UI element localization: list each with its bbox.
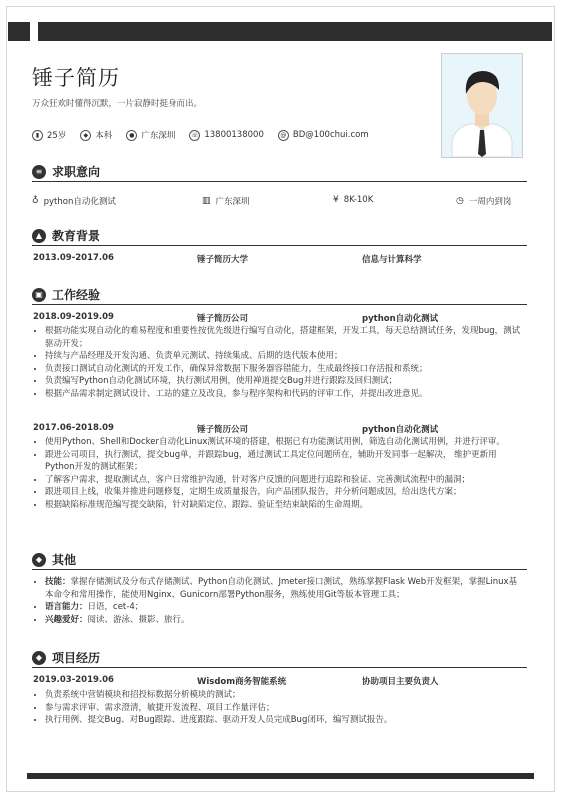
work-2-role: python自动化测试: [362, 425, 439, 435]
list-item: • 兴趣爱好：阅读、游泳、摄影、旅行。: [45, 614, 523, 627]
diamond-icon: ◆: [32, 651, 46, 665]
info-email: @ BD@100chui.com: [278, 130, 369, 141]
section-education-header: [32, 226, 527, 246]
info-degree: ◆ 本科: [80, 129, 112, 141]
list-item: • 负责接口测试自动化测试的开发工作，确保异常数据下服务器容错能力，生成最终接口存活报和系统；: [45, 363, 523, 376]
section-work-title: 工作经验: [52, 288, 101, 302]
work-1-date: 2018.09-2019.09: [33, 312, 114, 322]
bar-chart-icon: ▮: [32, 130, 43, 141]
section-other-header: [32, 550, 527, 570]
list-item: • 参与需求评审、需求澄清，敏捷开发流程、项目工作量评估；: [45, 702, 523, 715]
info-location: ● 广东深圳: [126, 129, 175, 141]
footer-bar: [27, 773, 534, 779]
edu-major: 信息与计算科学: [362, 255, 422, 265]
list-item: • 根据产品需求制定测试设计、工站的建立及改良，参与程序架构和代码的评审工作，并提出改进意见。: [45, 388, 523, 401]
other-list: [33, 576, 523, 626]
section-work-header: [32, 285, 527, 305]
project-date: 2019.03-2019.06: [33, 675, 114, 685]
list-item: • 负责编写Python自动化测试环境，执行测试用例，使用禅道提交Bug并进行跟踪及回归测试；: [45, 375, 523, 388]
section-intent: [32, 162, 527, 182]
section-project-title: 项目经历: [52, 651, 101, 665]
project-list: [33, 689, 523, 727]
list-item: • 执行用例、提交Bug、对Bug跟踪、进度跟踪、驱动开发人员完成Bug闭环，编写测试报告。: [45, 714, 523, 727]
edu-school: 锤子简历大学: [197, 255, 249, 265]
resume-motto: 万众狂欢时懂得沉默，一片寂静时挺身而出。: [32, 99, 203, 109]
yen-icon: ¥: [333, 195, 339, 205]
section-intent-header: [32, 162, 527, 182]
avatar-illustration: [442, 54, 522, 157]
work-2-company: 锤子简历公司: [197, 425, 249, 435]
grad-cap-icon: ▲: [32, 229, 46, 243]
location-icon: ●: [126, 130, 137, 141]
diamond-icon: ◆: [32, 553, 46, 567]
list-item: • 持续与产品经理及开发沟通、负责单元测试、持续集成、后期的迭代版本使用；: [45, 350, 523, 363]
work-2-list: [33, 436, 523, 511]
resume-name: 锤子简历: [32, 66, 120, 90]
personal-info: [32, 129, 383, 141]
list-item: • 根据功能实现自动化的难易程度和重要性按优先级进行编写自动化，搭建框架，开发工具，每天总结测试任务，发现bug，测试驱动开发；: [45, 325, 523, 350]
intent-salary: ¥ 8K-10K: [333, 195, 374, 205]
section-project-header: [32, 648, 527, 668]
profile-photo: [441, 53, 523, 158]
info-age: ▮ 25岁: [32, 129, 66, 141]
list-item: • 语言能力：日语，cet-4；: [45, 601, 523, 614]
edu-date: 2013.09-2017.06: [33, 253, 114, 263]
intent-city: ▥ 广东深圳: [202, 196, 250, 207]
list-item: • 跟进公司项目，执行测试，提交bug单，并跟踪bug，通过测试工具定位问题所在，辅助开发同事一起解决， 维护更新用Python开发的测试框架；: [45, 449, 523, 474]
phone-icon: ☏: [191, 131, 199, 139]
header-bar-left: [8, 22, 30, 41]
section-intent-title: 求职意向: [52, 165, 101, 179]
project-name: Wisdom商务智能系统: [197, 677, 287, 687]
list-item: • 跟进项目上线，收集并推进问题修复，定期生成质量报告，向产品团队报告，并分析问题成因，给出迭代方案；: [45, 486, 523, 499]
list-item: • 技能：掌握存储测试及分布式存储测试、Python自动化测试、Jmeter接口测试，熟练掌握Flask Web开发框架，掌握Linux基本命令和常用操作，能使用Nginx、Gunicorn部署Python服务，熟练使用Git等版本管理工具；: [45, 576, 523, 601]
section-other: [32, 550, 527, 570]
intent-arrival: ◷ 一周内到岗: [456, 196, 512, 207]
section-other-title: 其他: [52, 553, 77, 567]
work-1-list: [33, 325, 523, 400]
list-item: • 根据缺陷标准规范编写提交缺陷，针对缺陷定位、跟踪、验证至结束缺陷的生命周期。: [45, 499, 523, 512]
work-1-company: 锤子简历公司: [197, 314, 249, 324]
project-role: 协助项目主要负责人: [362, 677, 439, 687]
list-item: • 负责系统中营销模块和招投标数据分析模块的测试；: [45, 689, 523, 702]
section-work: [32, 285, 527, 305]
grad-cap-icon: ◆: [80, 130, 91, 141]
work-2-date: 2017.06-2018.09: [33, 423, 114, 433]
flask-icon: ♁: [32, 196, 39, 206]
list-item: • 使用Python、Shell和Docker自动化Linux测试环境的搭建，根据已有功能测试用例，筛选自动化测试用例，并进行评审。: [45, 436, 523, 449]
email-icon: @: [278, 130, 289, 141]
section-education-title: 教育背景: [52, 229, 101, 243]
clock-icon: ◷: [456, 196, 464, 206]
building-icon: ▥: [202, 196, 211, 206]
list-item: • 了解客户需求，提取测试点，客户日常维护沟通，针对客户反馈的问题进行追踪和验证、完善测试流程中的漏洞；: [45, 474, 523, 487]
briefcase-icon: ▣: [32, 288, 46, 302]
document-icon: ≡: [32, 165, 46, 179]
header-bar-right: [38, 22, 552, 41]
work-1-role: python自动化测试: [362, 314, 439, 324]
section-project: [32, 648, 527, 668]
section-education: [32, 226, 527, 246]
info-phone: ☏ 13800138000: [191, 130, 264, 140]
intent-job: ♁ python自动化测试: [32, 196, 116, 207]
